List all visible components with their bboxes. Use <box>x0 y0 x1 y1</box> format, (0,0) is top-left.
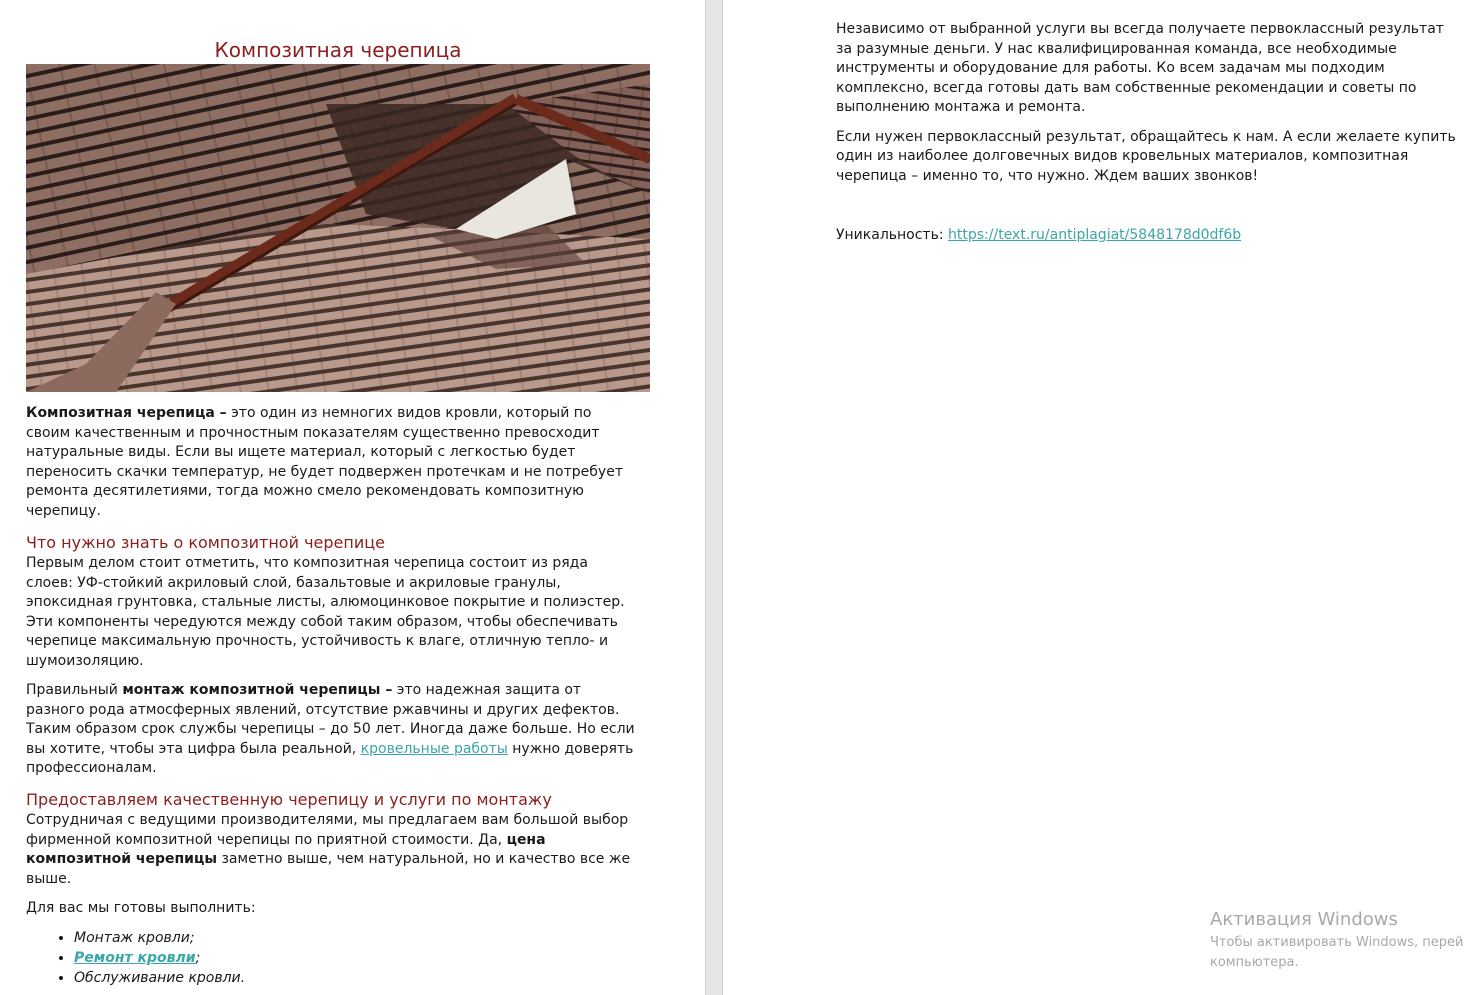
activation-line1: Чтобы активировать Windows, перей <box>1210 935 1464 950</box>
activation-line2: компьютера. <box>1210 955 1299 970</box>
paragraph-install-t2: это надежная защита от разного рода атмосферных явлений, отсутствие ржавчины и других дефектов. Таким образом срок службы черепицы – до 50 лет. Иногда даже больше. Но если вы хотите, чтобы эта цифра была реальной, <box>26 682 635 757</box>
paragraph-install-t1: Правильный <box>26 682 123 698</box>
paragraph-install-bold: монтаж композитной черепицы – <box>122 682 393 698</box>
document-page-right <box>723 0 1465 995</box>
uniqueness-link[interactable]: https://text.ru/antiplagiat/5848178d0df6b <box>948 227 1242 243</box>
roof-repair-link[interactable]: Ремонт кровли <box>74 949 196 966</box>
list-item-service: • Обслуживание кровли. <box>74 968 638 988</box>
uniqueness-line <box>836 226 1458 246</box>
uniqueness-label: Уникальность: <box>836 227 949 243</box>
right-content <box>836 20 1458 246</box>
paragraph-layers: Первым делом стоит отметить, что композитная черепица состоит из ряда слоев: УФ-стойкий акриловый слой, базальтовые и акриловые гранулы, эпоксидная грунтовка, стальные листы, алюмоцинковое покрытие и полиэстер. Эти компоненты чередуются между собой таким образом, чтобы обеспечивать черепице максимальную прочность, устойчивость к влаге, отличную тепло- и шумоизоляцию. <box>26 555 625 669</box>
windows-activation-watermark <box>1210 907 1465 973</box>
page-separator-left <box>705 0 706 995</box>
paragraph-install <box>26 681 638 779</box>
document-page-left <box>0 0 705 995</box>
paragraph-price-t2: заметно выше, чем натуральной, но и качество все же выше. <box>26 851 631 887</box>
list-item-repair <box>74 948 638 968</box>
roofing-works-link[interactable]: кровельные работы <box>360 740 508 757</box>
intro-bold: Композитная черепица – <box>26 405 227 421</box>
services-list <box>26 928 638 988</box>
paragraph-price <box>26 811 638 889</box>
heading-know: Что нужно знать о композитной черепице <box>26 533 385 552</box>
intro-paragraph <box>26 404 638 521</box>
section-know <box>26 532 638 779</box>
paragraph-price-bold: цена композитной черепицы <box>26 831 546 867</box>
list-item-repair-suffix: ; <box>195 949 201 966</box>
intro-text: это один из немногих видов кровли, который по своим качественным и прочностным показателям существенно превосходит натуральные виды. Если вы ищете материал, который с легкостью будет переносить скачки температур, не будет подвержен протечкам и не потребует ремонта десятилетиями, тогда можно смело рекомендовать композитную черепицу. <box>26 405 623 519</box>
document-title: Композитная черепица <box>214 38 462 62</box>
paragraph-contact: Если нужен первоклассный результат, обращайтесь к нам. А если желаете купить один из наиболее долговечных видов кровельных материалов, композитная черепица – именно то, что нужно. Ждем ваших звонков! <box>836 128 1456 184</box>
activation-title: Активация Windows <box>1210 909 1398 930</box>
paragraph-install-t3: нужно доверять профессионалам. <box>26 740 634 776</box>
list-intro: Для вас мы готовы выполнить: <box>26 900 256 916</box>
section-offer <box>26 789 638 988</box>
roof-tiles-photo <box>26 64 650 392</box>
paragraph-price-t1: Сотрудничая с ведущими производителями, мы предлагаем вам большой выбор фирменной композитной черепицы по приятной стоимости. Да, <box>26 812 629 848</box>
heading-offer: Предоставляем качественную черепицу и услуги по монтажу <box>26 790 552 809</box>
paragraph-quality: Независимо от выбранной услуги вы всегда получаете первоклассный результат за разумные деньги. У нас квалифицированная команда, все необходимые инструменты и оборудование для работы. Ко всем задачам мы подходим комплексно, всегда готовы дать вам собственные рекомендации и советы по выполнению монтажа и ремонта. <box>836 21 1444 115</box>
list-item-install: • Монтаж кровли; <box>74 928 638 948</box>
